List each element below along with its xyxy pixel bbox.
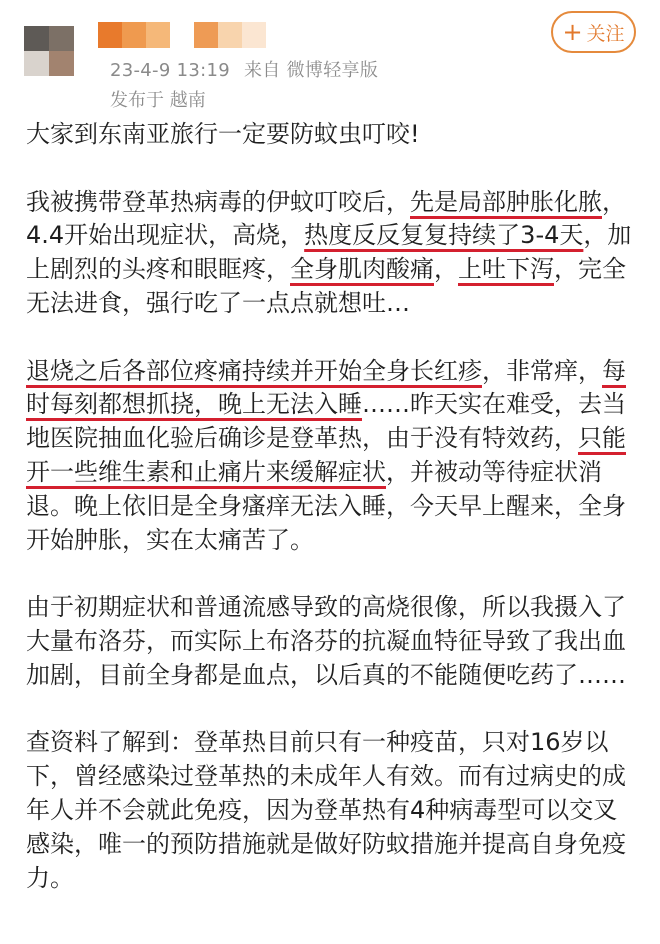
body-text: ，加上剧烈的头疼和眼眶疼 [26, 221, 632, 284]
post-paragraph [26, 726, 638, 895]
plus-icon: + [562, 18, 583, 46]
highlighted-text: 每时每刻都想抓挠，晚上无法入睡 [26, 356, 626, 419]
post-paragraph [26, 118, 638, 152]
highlighted-text: 上吐下泻 [458, 255, 554, 284]
body-text: ，完全无法进食，强行吃了一点点就想吐… [26, 255, 626, 317]
post-header [0, 0, 660, 112]
username-mosaic-block [194, 22, 218, 48]
post-paragraph [26, 186, 638, 321]
username-mosaic-block [98, 22, 122, 48]
username-pixelated[interactable] [98, 22, 266, 48]
username-mosaic-block [218, 22, 242, 48]
body-text: ， [266, 255, 290, 284]
post-source[interactable]: 来自 微博轻享版 [244, 60, 379, 81]
post-paragraph [26, 355, 638, 558]
highlighted-text: 先是局部肿胀化脓 [410, 187, 602, 216]
body-text: 由于初期症状和普通流感导致的高烧很像，所以我摄入了大量布洛芬，而实际上布洛芬的抗凝血特征导致了我出血加剧，目前全身都是血点，以后真的不能随便吃药了…… [26, 593, 626, 689]
body-text: ，非常痒， [482, 356, 602, 385]
body-text: 我被携带登革热病毒的伊蚊叮咬后， [26, 187, 410, 216]
body-text: ，并被动等待症状消退。晚上依旧是全身瘙痒无法入睡，今天早上醒来，全身开始肿胀，实在太痛苦了。 [26, 457, 626, 554]
post-date: 23-4-9 13:19 [110, 60, 230, 81]
highlighted-text: 只能开一些维生素和止痛片来缓解症状 [26, 424, 626, 486]
username-mosaic-block [122, 22, 146, 48]
post-location: 发布于 越南 [110, 90, 206, 111]
post-body [26, 118, 638, 929]
username-mosaic-block [170, 22, 194, 48]
username-mosaic-block [146, 22, 170, 48]
follow-button[interactable] [551, 11, 636, 53]
body-text: ……昨天实在难受，去当地医院抽血化验后确诊是登革热，由于没有特效药， [26, 390, 626, 453]
post-paragraph [26, 591, 638, 692]
username-mosaic-block [242, 22, 266, 48]
body-text: ， [434, 255, 458, 284]
avatar-icon[interactable] [24, 26, 74, 76]
body-text: ，4.4开始出现症状，高烧， [26, 187, 626, 250]
follow-label: 关注 [586, 22, 625, 45]
body-text: 大家到东南亚旅行一定要防蚊虫叮咬! [26, 120, 420, 148]
highlighted-text: 全身肌肉酸痛 [290, 255, 434, 284]
highlighted-text: 热度反反复复持续了3-4天 [304, 221, 584, 250]
highlighted-text: 退烧之后各部位疼痛持续并开始全身长红疹 [26, 356, 482, 385]
body-text: 查资料了解到：登革热目前只有一种疫苗，只对16岁以下，曾经感染过登革热的未成年人有效。而有过病史的成年人并不会就此免疫，因为登革热有4种病毒型可以交叉感染，唯一的预防措施就是做好防蚊措施并提高自身免疫力。 [26, 728, 626, 892]
post-meta [110, 56, 378, 82]
